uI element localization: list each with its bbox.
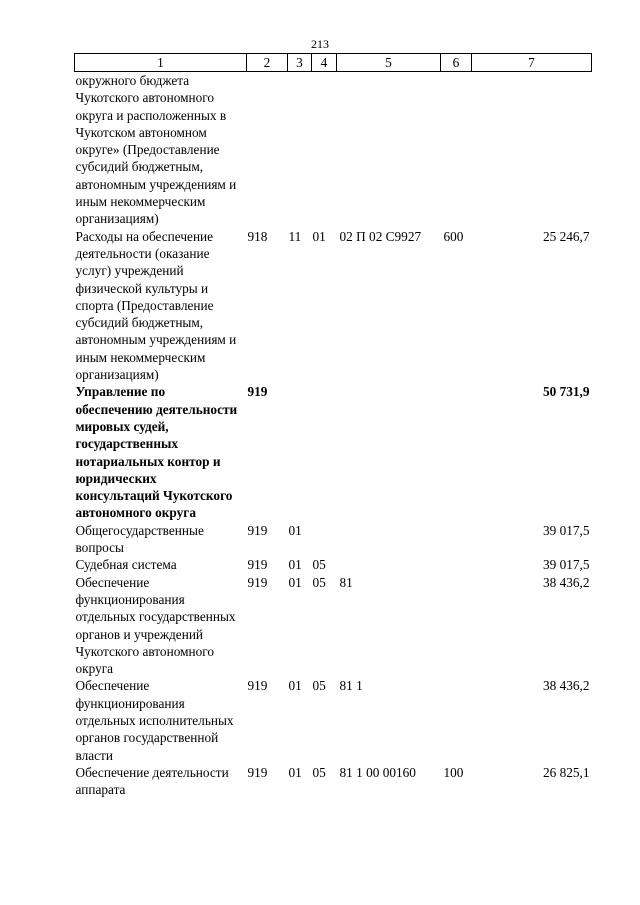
row-code-3 bbox=[288, 383, 312, 521]
row-name: Обеспечение функционирования отдельных исполнительных органов государственной власти bbox=[75, 678, 234, 763]
col-header-4: 4 bbox=[312, 54, 337, 72]
row-name: Общегосударственные вопросы bbox=[75, 522, 204, 556]
row-name: Обеспечение функционирования отдельных государственных органов и учреждений Чукотского автономного округа bbox=[75, 574, 236, 677]
row-code-2: 919 bbox=[247, 522, 268, 538]
table-row bbox=[75, 72, 592, 228]
row-code-5: 02 П 02 С9927 bbox=[339, 228, 422, 244]
row-code-6 bbox=[441, 677, 472, 763]
row-code-5 bbox=[337, 383, 441, 521]
row-name: Судебная система bbox=[75, 557, 177, 573]
row-name: Обеспечение деятельности аппарата bbox=[75, 764, 229, 798]
table-row bbox=[75, 677, 592, 763]
row-amount: 39 017,5 bbox=[542, 557, 590, 573]
col-header-6: 6 bbox=[441, 54, 472, 72]
row-amount bbox=[472, 72, 592, 228]
row-name: окружного бюджета Чукотского автономного округа и расположенных в Чукотском автономном округе» (Предоставление субсидий бюджетным, автономным учреждениям и иным некоммерческим организациям) bbox=[75, 73, 237, 227]
row-code-6 bbox=[441, 72, 472, 228]
row-code-4: 05 bbox=[312, 574, 326, 590]
row-code-2: 919 bbox=[247, 384, 268, 400]
row-code-2 bbox=[247, 72, 288, 228]
page-number: 213 bbox=[311, 37, 329, 51]
row-code-4: 05 bbox=[312, 678, 326, 694]
row-code-4 bbox=[312, 522, 337, 557]
table-row bbox=[75, 228, 592, 384]
col-header-1: 1 bbox=[75, 54, 247, 72]
row-amount: 39 017,5 bbox=[542, 522, 590, 538]
table-row bbox=[75, 574, 592, 678]
row-code-4: 05 bbox=[312, 557, 326, 573]
row-code-6 bbox=[441, 556, 472, 573]
row-code-2: 919 bbox=[247, 574, 268, 590]
table-row bbox=[75, 522, 592, 557]
table-row bbox=[75, 383, 592, 521]
table-row bbox=[75, 764, 592, 799]
row-code-3: 01 bbox=[288, 678, 302, 694]
row-amount: 50 731,9 bbox=[542, 384, 590, 400]
table-row bbox=[75, 556, 592, 573]
table-header-row bbox=[75, 54, 592, 72]
col-header-2: 2 bbox=[247, 54, 288, 72]
row-code-2: 919 bbox=[247, 557, 268, 573]
col-header-5: 5 bbox=[337, 54, 441, 72]
row-code-4: 05 bbox=[312, 764, 326, 780]
row-code-4 bbox=[312, 72, 337, 228]
row-code-3 bbox=[288, 72, 312, 228]
row-code-3: 01 bbox=[288, 574, 302, 590]
row-code-2: 919 bbox=[247, 764, 268, 780]
row-code-4: 01 bbox=[312, 228, 326, 244]
row-code-2: 919 bbox=[247, 678, 268, 694]
budget-table bbox=[74, 53, 592, 798]
row-code-5: 81 1 00 00160 bbox=[339, 764, 416, 780]
col-header-7: 7 bbox=[472, 54, 592, 72]
row-code-6: 100 bbox=[443, 764, 464, 780]
row-code-4 bbox=[312, 383, 337, 521]
row-amount: 38 436,2 bbox=[542, 574, 590, 590]
row-amount: 25 246,7 bbox=[542, 228, 590, 244]
row-code-3: 01 bbox=[288, 764, 302, 780]
row-code-5: 81 1 bbox=[339, 678, 363, 694]
row-code-3: 11 bbox=[288, 228, 302, 244]
row-code-6 bbox=[441, 574, 472, 678]
row-amount: 26 825,1 bbox=[542, 764, 590, 780]
col-header-3: 3 bbox=[288, 54, 312, 72]
row-name: Расходы на обеспечение деятельности (оказание услуг) учреждений физической культуры и спорта (Предоставление субсидий бюджетным, автономным учреждениям и иным некоммерческим организациям) bbox=[75, 228, 237, 383]
row-amount: 38 436,2 bbox=[542, 678, 590, 694]
row-code-6 bbox=[441, 522, 472, 557]
row-code-5 bbox=[337, 72, 441, 228]
row-code-6: 600 bbox=[443, 228, 464, 244]
row-code-3: 01 bbox=[288, 522, 302, 538]
row-code-6 bbox=[441, 383, 472, 521]
row-code-5: 81 bbox=[339, 574, 353, 590]
row-code-3: 01 bbox=[288, 557, 302, 573]
row-name: Управление по обеспечению деятельности мировых судей, государственных нотариальных контор и юридических консультаций Чукотского автономного округа bbox=[75, 384, 238, 521]
row-code-2: 918 bbox=[247, 228, 268, 244]
row-code-5 bbox=[337, 556, 441, 573]
row-code-5 bbox=[337, 522, 441, 557]
